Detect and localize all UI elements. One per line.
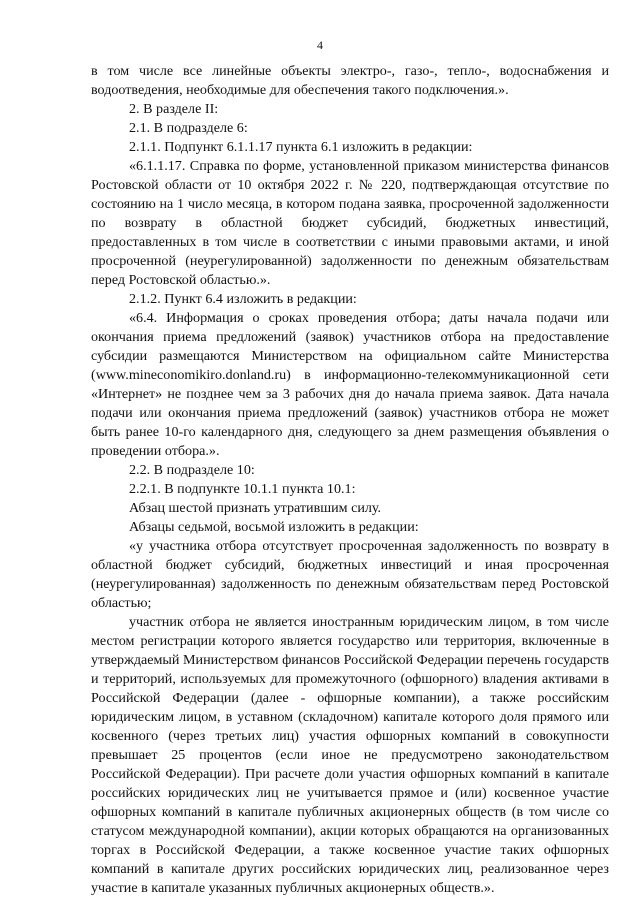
paragraph: в том числе все линейные объекты электро-, газо-, тепло-, водоснабжения и водоотведения, необходимые для обеспечения такого подключения.». <box>91 63 609 98</box>
quoted-paragraph: «у участника отбора отсутствует просроченная задолженность по возврату в областной бюджет субсидий, бюджетных инвестиций и иная просроченная (неурегулированная) задолженность по денежным обязательствам перед Ростовской областью; <box>91 538 609 611</box>
paragraph: 2.1.1. Подпункт 6.1.1.17 пункта 6.1 изложить в редакции: <box>129 139 473 155</box>
quoted-paragraph: «6.4. Информация о сроках проведения отбора; даты начала подачи или окончания приема предложений (заявок) участников отбора на предоставление субсидии размещаются Министерством на официальном сайте Министерства (www.mineconomikiro.donland.ru) в информационно-телекоммуникационной сети «Интернет» не позднее чем за 3 рабочих дня до начала приема заявок. Дата начала подачи или окончания приема предложений (заявок) участников отбора не может быть ранее 10-го календарного дня, следующего за днем размещения объявления о проведении отбора.». <box>91 310 609 459</box>
subsection-heading: 2.2. В подразделе 10: <box>129 462 255 478</box>
paragraph: 2.1.2. Пункт 6.4 изложить в редакции: <box>129 291 357 307</box>
paragraph: Абзац шестой признать утратившим силу. <box>129 500 382 516</box>
document-body <box>91 62 609 898</box>
paragraph: участник отбора не является иностранным юридическим лицом, в том числе местом регистрации которого является государство или территория, включенные в утверждаемый Министерством финансов Российской Федерации перечень государств и территорий, используемых для промежуточного (офшорного) владения активами в Российской Федерации (далее - офшорные компании), а также российским юридическим лицом, в уставном (складочном) капитале которого доля прямого или косвенного (через третьих лиц) участия офшорных компаний в совокупности превышает 25 процентов (если иное не предусмотрено законодательством Российской Федерации). При расчете доли участия офшорных компаний в капитале российских юридических лиц не учитывается прямое и (или) косвенное участие офшорных компаний в капитале публичных акционерных обществ (в том числе со статусом международной компании), акции которых обращаются на организованных торгах в Российской Федерации, а также косвенное участие таких офшорных компаний в капитале других российских юридических лиц, реализованное через участие в капитале указанных публичных акционерных обществ.». <box>91 614 609 896</box>
paragraph: 2.2.1. В подпункте 10.1.1 пункта 10.1: <box>129 481 356 497</box>
subsection-heading: 2.1. В подразделе 6: <box>129 120 248 136</box>
paragraph: Абзацы седьмой, восьмой изложить в редакции: <box>129 519 419 535</box>
page-number: 4 <box>317 38 323 52</box>
quoted-paragraph: «6.1.1.17. Справка по форме, установленной приказом министерства финансов Ростовской области от 10 октября 2022 г. № 220, подтверждающая отсутствие по состоянию на 1 число месяца, в котором подана заявка, просроченной задолженности по возврату в областной бюджет субсидий, бюджетных инвестиций, предоставленных в том числе в соответствии с иными правовыми актами, и иной просроченной (неурегулированной) задолженности по денежным обязательствам перед Ростовской областью.». <box>91 158 609 288</box>
section-heading: 2. В разделе II: <box>129 101 219 117</box>
